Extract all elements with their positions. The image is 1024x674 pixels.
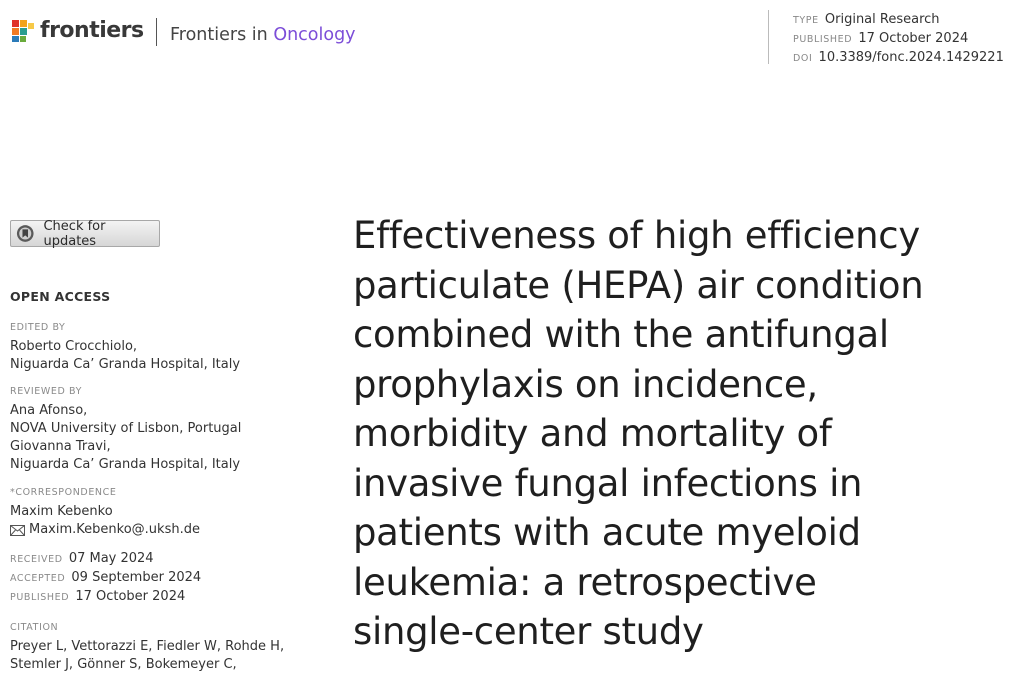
received-value: 07 May 2024 <box>68 551 154 566</box>
editor-name: Roberto Crocchiolo, <box>10 339 138 354</box>
received-date <box>10 549 201 568</box>
title-line: combined with the antifungal <box>353 313 889 356</box>
mail-icon <box>10 525 25 536</box>
citation-line: Preyer L, Vettorazzi E, Fiedler W, Rohde H, <box>10 639 285 654</box>
frontiers-logo-icon <box>11 19 35 43</box>
header-divider <box>156 18 157 46</box>
meta-doi <box>793 48 1004 67</box>
citation-line: Stemler J, Gönner S, Bokemeyer C, <box>10 657 237 672</box>
journal-prefix: Frontiers in <box>170 25 268 45</box>
title-line: Effectiveness of high efficiency <box>353 214 920 257</box>
meta-published <box>793 29 1004 48</box>
logo-wordmark: frontiers <box>40 18 144 43</box>
published-date <box>10 587 201 606</box>
dates-section <box>10 549 201 606</box>
meta-type-value: Original Research <box>824 12 940 27</box>
title-line: morbidity and mortality of <box>353 412 832 455</box>
accepted-value: 09 September 2024 <box>71 570 202 585</box>
correspondence-name: Maxim Kebenko <box>10 504 113 519</box>
correspondence-section <box>10 486 200 539</box>
meta-doi-link[interactable]: 10.3389/fonc.2024.1429221 <box>818 50 1004 65</box>
reviewer-affiliation: NOVA University of Lisbon, Portugal <box>10 421 242 436</box>
received-label: RECEIVED <box>10 554 63 565</box>
edited-by-section <box>10 321 240 374</box>
meta-divider <box>768 10 769 64</box>
published-value: 17 October 2024 <box>75 589 186 604</box>
meta-doi-label: DOI <box>793 53 813 64</box>
check-updates-label: Check for updates <box>43 218 106 249</box>
title-line: prophylaxis on incidence, <box>353 362 818 406</box>
citation-section <box>10 621 284 674</box>
published-label: PUBLISHED <box>10 592 70 603</box>
citation-label: CITATION <box>10 622 59 633</box>
meta-published-value: 17 October 2024 <box>858 31 969 46</box>
meta-published-label: PUBLISHED <box>793 34 853 45</box>
meta-type-label: TYPE <box>793 15 819 26</box>
title-line: leukemia: a retrospective <box>353 560 817 604</box>
editor-affiliation: Niguarda Ca’ Granda Hospital, Italy <box>10 357 241 372</box>
reviewer-affiliation: Niguarda Ca’ Granda Hospital, Italy <box>10 457 241 472</box>
title-line: invasive fungal infections in <box>353 461 863 505</box>
article-meta <box>793 10 1004 67</box>
edited-by-label: EDITED BY <box>10 322 66 333</box>
article-title <box>353 211 993 657</box>
reviewed-by-section <box>10 385 241 474</box>
meta-type <box>793 10 1004 29</box>
check-updates-button[interactable] <box>10 220 160 247</box>
title-line: particulate (HEPA) air condition <box>353 263 924 307</box>
accepted-label: ACCEPTED <box>10 573 66 584</box>
check-updates-icon <box>16 224 34 243</box>
reviewed-by-label: REVIEWED BY <box>10 386 83 397</box>
correspondence-label: *CORRESPONDENCE <box>10 487 117 498</box>
open-access-label: OPEN ACCESS <box>10 289 111 304</box>
correspondence-email-row[interactable] <box>10 521 200 539</box>
journal-accent: Oncology <box>273 25 356 45</box>
correspondence-email[interactable]: Maxim.Kebenko@.uksh.de <box>29 522 200 537</box>
journal-name[interactable] <box>170 24 356 46</box>
frontiers-logo[interactable] <box>11 19 144 43</box>
title-line: patients with acute myeloid <box>353 511 861 554</box>
title-line: single-center study <box>353 610 704 653</box>
reviewer-name: Giovanna Travi, <box>10 439 111 454</box>
accepted-date <box>10 568 201 587</box>
reviewer-name: Ana Afonso, <box>10 403 88 418</box>
